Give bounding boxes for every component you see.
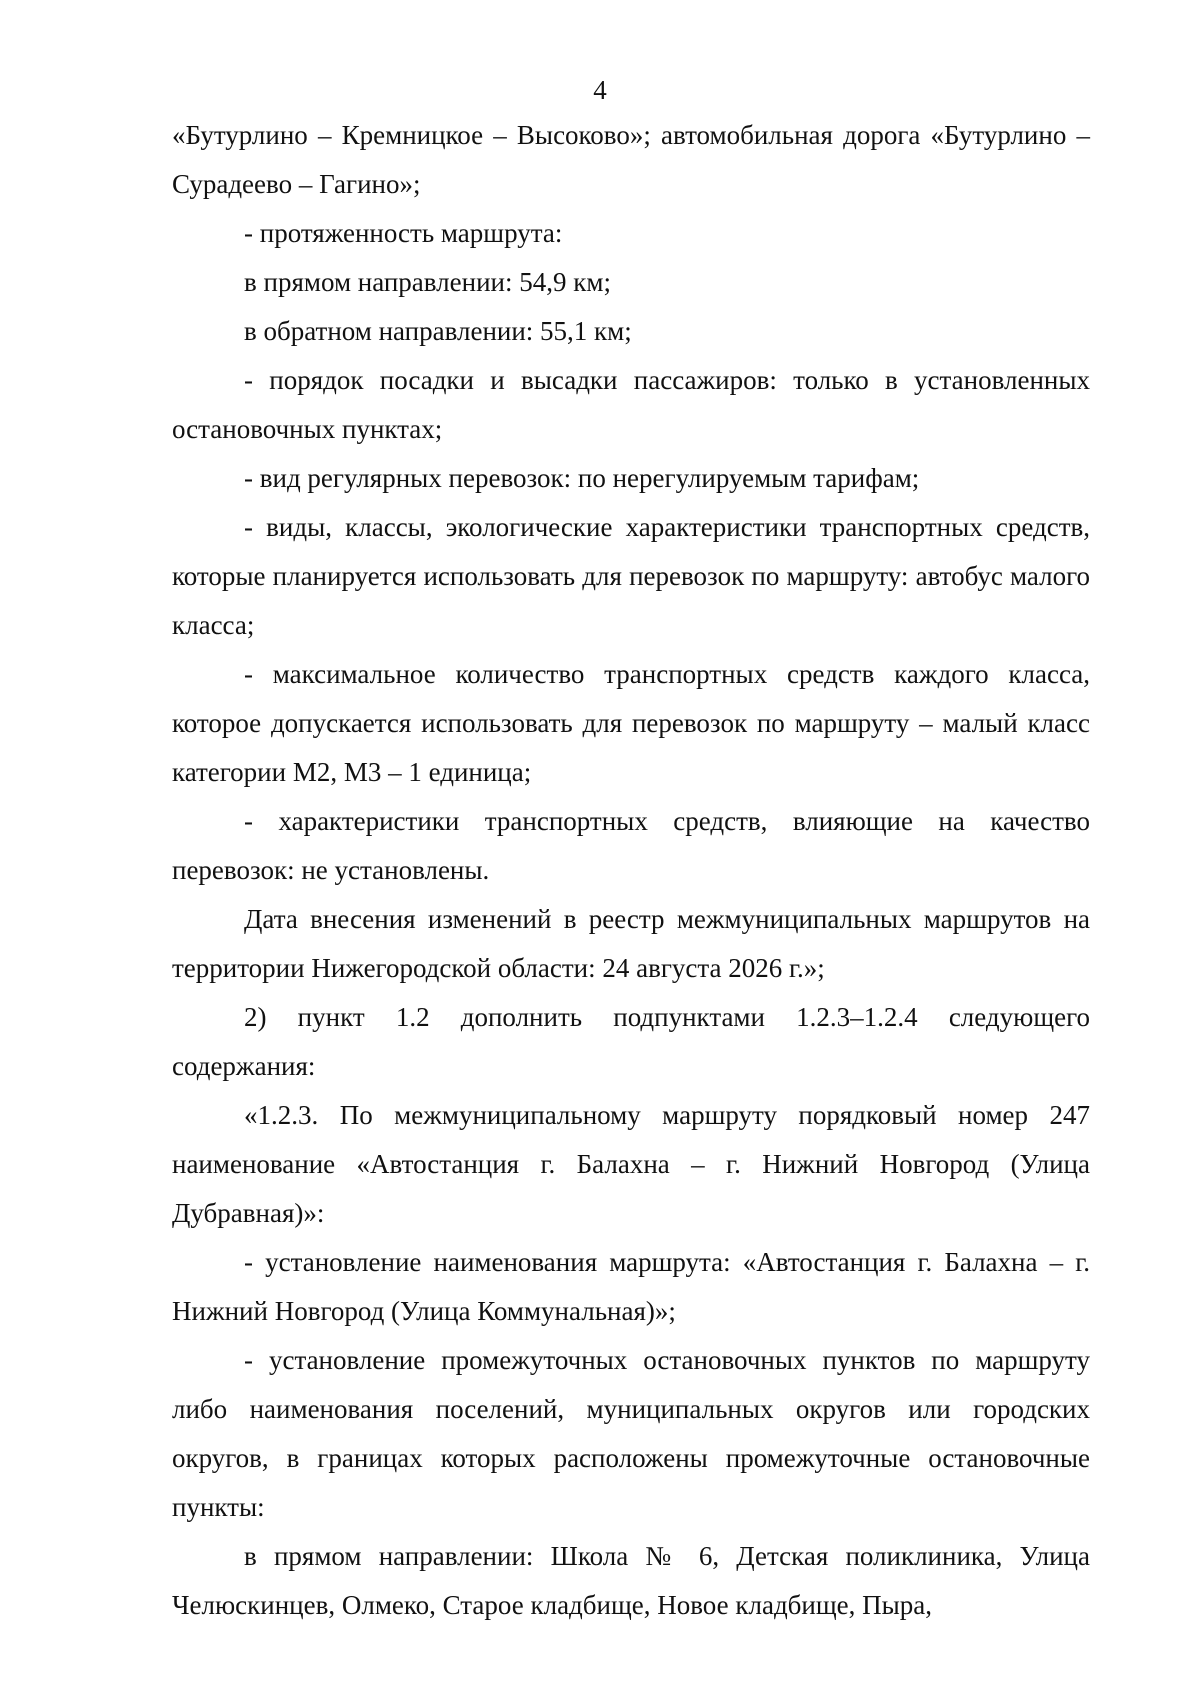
paragraph-vehicle-characteristics: - характеристики транспортных средств, влияющие на качество перевозок: не установлены. bbox=[172, 806, 1090, 885]
paragraph-vehicle-classes: - виды, классы, экологические характеристики транспортных средств, которые планируется использовать для перевозок по маршруту: автобус малого класса; bbox=[172, 512, 1090, 640]
paragraph-transport-type: - вид регулярных перевозок: по нерегулируемым тарифам; bbox=[244, 463, 920, 493]
paragraph-route-name: - установление наименования маршрута: «Автостанция г. Балахна – г. Нижний Новгород (Улица Коммунальная)»; bbox=[172, 1247, 1090, 1326]
paragraph-intermediate-stops: - установление промежуточных остановочных пунктов по маршруту либо наименования поселений, муниципальных округов или городских округов, в границах которых расположены промежуточные остановочные пункты: bbox=[172, 1345, 1090, 1522]
paragraph-forward-length: в прямом направлении: 54,9 км; bbox=[244, 267, 611, 297]
paragraph-subitem-1-2-3: «1.2.3. По межмуниципальному маршруту порядковый номер 247 наименование «Автостанция г. Балахна – г. Нижний Новгород (Улица Дубравная)»: bbox=[172, 1100, 1090, 1228]
paragraph-reverse-length: в обратном направлении: 55,1 км; bbox=[244, 316, 632, 346]
paragraph-route-continuation: «Бутурлино – Кремницкое – Высоково»; автомобильная дорога «Бутурлино – Сурадеево – Гагино»; bbox=[172, 120, 1090, 199]
page-number: 4 bbox=[593, 75, 607, 105]
paragraph-forward-stops: в прямом направлении: Школа № 6, Детская поликлиника, Улица Челюскинцев, Олмеко, Старое кладбище, Новое кладбище, Пыра, bbox=[172, 1541, 1090, 1620]
paragraph-registry-date: Дата внесения изменений в реестр межмуниципальных маршрутов на территории Нижегородской области: 24 августа 2026 г.»; bbox=[172, 904, 1090, 983]
document-body bbox=[172, 111, 1090, 1630]
paragraph-boarding-order: - порядок посадки и высадки пассажиров: только в установленных остановочных пунктах; bbox=[172, 365, 1090, 444]
paragraph-route-length: - протяженность маршрута: bbox=[244, 218, 563, 248]
paragraph-item-1-2: 2) пункт 1.2 дополнить подпунктами 1.2.3–1.2.4 следующего содержания: bbox=[172, 1002, 1090, 1081]
paragraph-max-vehicles: - максимальное количество транспортных средств каждого класса, которое допускается использовать для перевозок по маршруту – малый класс категории М2, М3 – 1 единица; bbox=[172, 659, 1090, 787]
